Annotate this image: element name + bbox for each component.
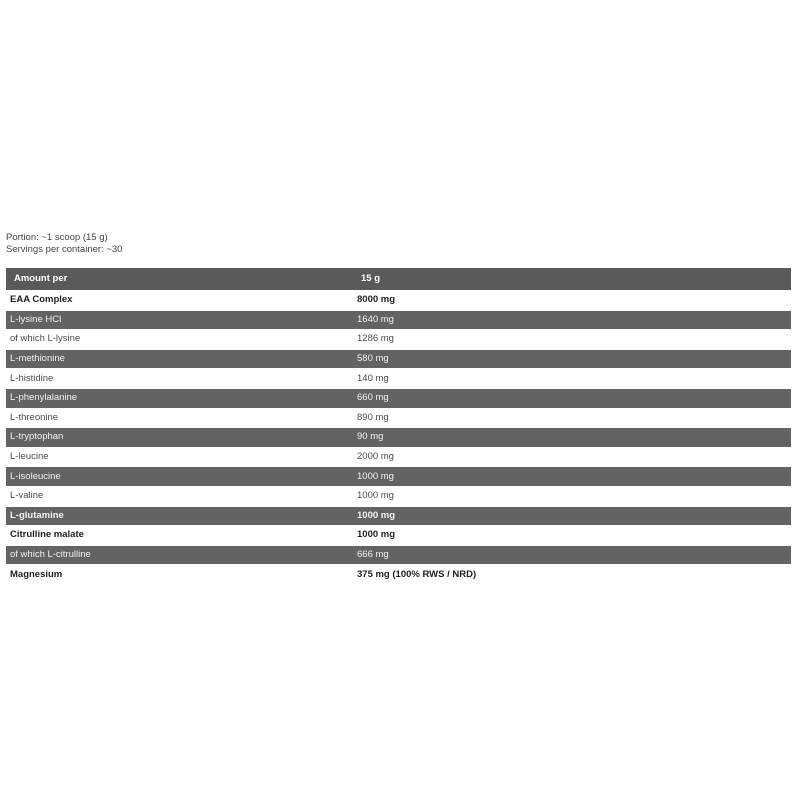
ingredient-name: Citrulline malate: [6, 526, 351, 546]
ingredient-name: EAA Complex: [6, 291, 351, 311]
ingredient-amount: 1286 mg: [351, 330, 791, 350]
table-row: [6, 467, 791, 487]
header-portion-size: 15 g: [351, 268, 791, 291]
serving-info: [6, 232, 122, 256]
header-amount-per: Amount per: [6, 268, 351, 291]
ingredient-name: L-lysine HCl: [6, 310, 351, 330]
table-row: [6, 545, 791, 565]
ingredient-amount: 140 mg: [351, 369, 791, 389]
ingredient-name: L-histidine: [6, 369, 351, 389]
ingredient-amount: 8000 mg: [351, 291, 791, 311]
ingredient-name: L-phenylalanine: [6, 388, 351, 408]
table-row: [6, 565, 791, 585]
servings-text: Servings per container: ~30: [6, 244, 123, 255]
ingredient-amount: 1640 mg: [351, 310, 791, 330]
ingredient-name: L-leucine: [6, 447, 351, 467]
table-row: [6, 291, 791, 311]
table-row: [6, 388, 791, 408]
ingredient-name: L-glutamine: [6, 506, 351, 526]
ingredient-amount: 1000 mg: [351, 526, 791, 546]
ingredient-name: of which L-citrulline: [6, 545, 351, 565]
table-row: [6, 506, 791, 526]
ingredient-amount: 2000 mg: [351, 447, 791, 467]
ingredient-amount: 90 mg: [351, 428, 791, 448]
table-row: [6, 526, 791, 546]
table-row: [6, 310, 791, 330]
table-row: [6, 447, 791, 467]
table-row: [6, 330, 791, 350]
ingredient-amount: 375 mg (100% RWS / NRD): [351, 565, 791, 585]
table-header-row: [6, 268, 791, 291]
table-row: [6, 428, 791, 448]
ingredient-amount: 1000 mg: [351, 506, 791, 526]
portion-text: Portion: ~1 scoop (15 g): [6, 232, 108, 243]
ingredient-amount: 580 mg: [351, 349, 791, 369]
ingredient-amount: 1000 mg: [351, 486, 791, 506]
ingredient-amount: 660 mg: [351, 388, 791, 408]
ingredient-amount: 666 mg: [351, 545, 791, 565]
ingredient-name: L-tryptophan: [6, 428, 351, 448]
ingredient-amount: 890 mg: [351, 408, 791, 428]
ingredient-amount: 1000 mg: [351, 467, 791, 487]
table-row: [6, 349, 791, 369]
ingredient-name: L-methionine: [6, 349, 351, 369]
table-row: [6, 408, 791, 428]
ingredient-name: L-threonine: [6, 408, 351, 428]
ingredient-name: Magnesium: [6, 565, 351, 585]
nutrition-table: [6, 268, 791, 585]
table-row: [6, 369, 791, 389]
ingredient-name: of which L-lysine: [6, 330, 351, 350]
table-row: [6, 486, 791, 506]
ingredient-name: L-isoleucine: [6, 467, 351, 487]
ingredient-name: L-valine: [6, 486, 351, 506]
